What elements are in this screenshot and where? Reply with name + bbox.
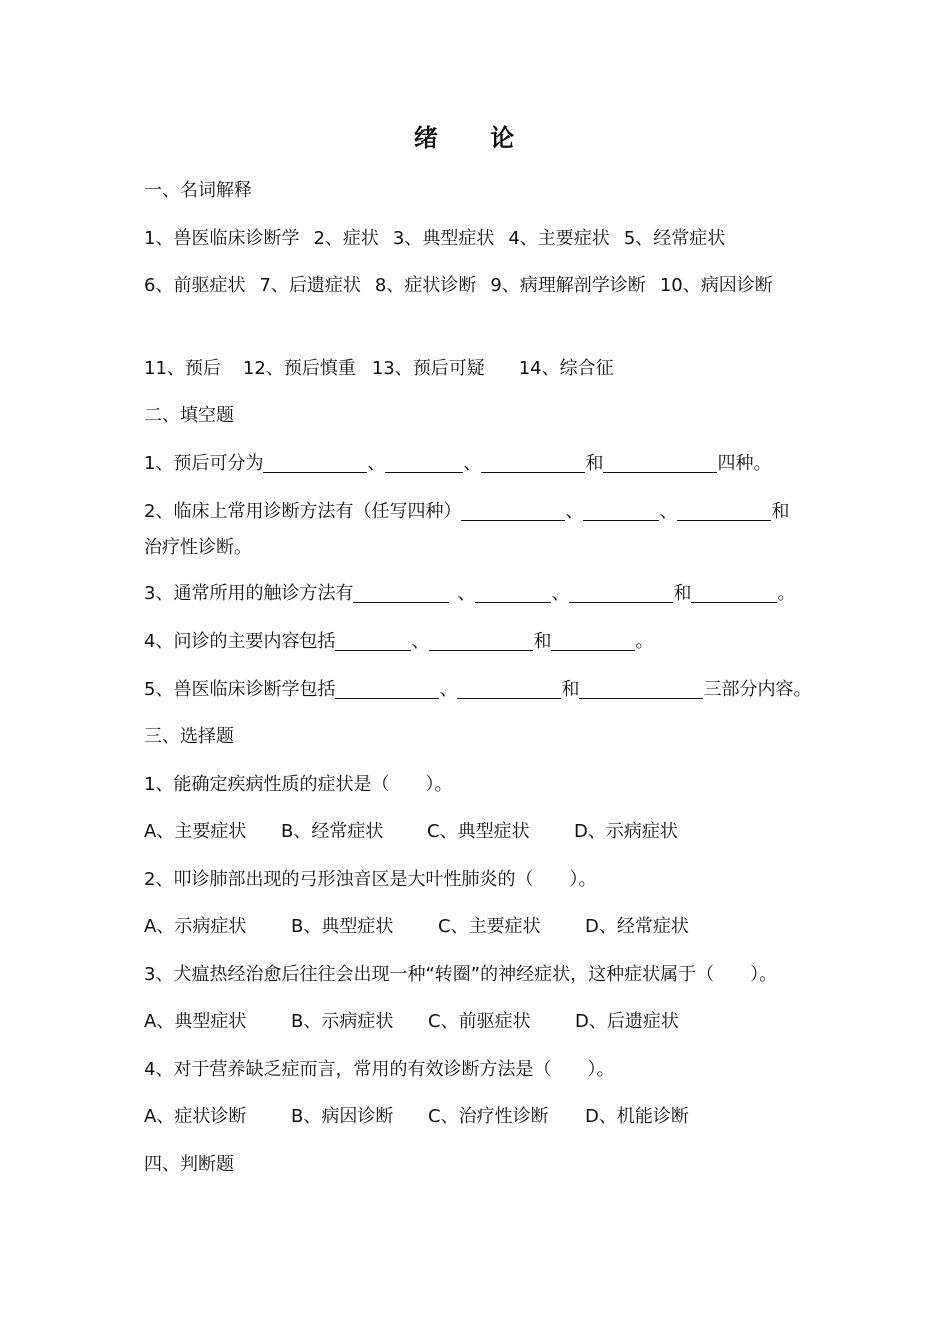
separator: 和 <box>533 631 552 652</box>
question-text: 1、预后可分为 <box>144 453 264 474</box>
answer-blank[interactable] <box>335 678 439 699</box>
fill-question-4 <box>144 630 814 654</box>
option-a[interactable]: A、典型症状 <box>144 1011 247 1032</box>
question-text: 4、问诊的主要内容包括 <box>144 631 336 652</box>
answer-blank[interactable] <box>579 678 703 699</box>
page-title: 绪 论 <box>413 124 537 152</box>
option-a[interactable]: A、症状诊断 <box>144 1106 247 1127</box>
answer-blank[interactable] <box>461 500 565 521</box>
choice-question-3-options <box>144 1010 814 1034</box>
fill-question-2-continued: 治疗性诊断。 <box>144 537 252 558</box>
term-item: 4、主要症状 <box>508 228 610 249</box>
answer-blank[interactable] <box>481 452 585 473</box>
option-d[interactable]: D、后遗症状 <box>575 1011 679 1032</box>
choice-question-4-options <box>144 1105 814 1129</box>
term-item: 1、兽医临床诊断学 <box>144 228 300 249</box>
separator: 和 <box>561 679 580 700</box>
answer-blank[interactable] <box>335 630 411 651</box>
question-text: 3、通常所用的触诊方法有 <box>144 583 354 604</box>
separator: 和 <box>673 583 692 604</box>
terms-row-2 <box>144 269 814 303</box>
term-item: 2、症状 <box>313 228 379 249</box>
choice-question-1-stem: 1、能确定疾病性质的症状是（ ）。 <box>144 774 453 795</box>
answer-blank[interactable] <box>475 582 551 603</box>
choice-question-2-options <box>144 915 814 939</box>
answer-blank[interactable] <box>353 582 449 603</box>
terms-row-3 <box>144 357 814 381</box>
term-item: 6、前驱症状 <box>144 275 246 296</box>
separator: 、 <box>463 453 482 474</box>
answer-blank[interactable] <box>457 678 561 699</box>
option-a[interactable]: A、示病症状 <box>144 916 247 937</box>
choice-question-2-stem: 2、叩诊肺部出现的弓形浊音区是大叶性肺炎的（ ）。 <box>144 869 597 890</box>
separator: 、 <box>439 679 458 700</box>
term-item: 14、综合征 <box>518 358 614 379</box>
section-heading-choice: 三、选择题 <box>144 726 234 747</box>
separator: 、 <box>457 583 476 604</box>
question-text: 。 <box>777 583 796 604</box>
term-item: 7、后遗症状 <box>259 275 361 296</box>
question-text: 四种。 <box>717 453 772 474</box>
option-d[interactable]: D、机能诊断 <box>585 1106 689 1127</box>
option-b[interactable]: B、典型症状 <box>291 916 394 937</box>
section-heading-fill: 二、填空题 <box>144 405 234 426</box>
separator: 和 <box>771 501 790 522</box>
option-b[interactable]: B、病因诊断 <box>291 1106 394 1127</box>
option-c[interactable]: C、前驱症状 <box>428 1011 531 1032</box>
question-text: 。 <box>635 631 654 652</box>
term-item: 9、病理解剖学诊断 <box>490 275 646 296</box>
choice-question-1-options <box>144 820 814 844</box>
option-d[interactable]: D、示病症状 <box>574 821 678 842</box>
term-item: 12、预后慎重 <box>242 358 356 379</box>
fill-question-1 <box>144 452 814 476</box>
term-item: 13、预后可疑 <box>371 358 485 379</box>
separator: 、 <box>565 501 584 522</box>
term-item: 11、预后 <box>144 358 221 379</box>
option-c[interactable]: C、治疗性诊断 <box>428 1106 549 1127</box>
question-text: 三部分内容。 <box>703 679 812 700</box>
separator: 和 <box>585 453 604 474</box>
answer-blank[interactable] <box>429 630 533 651</box>
fill-question-5 <box>144 678 814 702</box>
term-item: 5、经常症状 <box>623 228 726 249</box>
fill-question-3 <box>144 582 814 606</box>
answer-blank[interactable] <box>691 582 777 603</box>
question-text: 2、临床上常用诊断方法有（任写四种） <box>144 501 462 522</box>
section-heading-terms: 一、名词解释 <box>144 180 252 201</box>
answer-blank[interactable] <box>569 582 673 603</box>
separator: 、 <box>367 453 386 474</box>
separator: 、 <box>659 501 678 522</box>
question-text: 5、兽医临床诊断学包括 <box>144 679 336 700</box>
answer-blank[interactable] <box>263 452 367 473</box>
term-item: 8、症状诊断 <box>374 275 477 296</box>
answer-blank[interactable] <box>385 452 463 473</box>
answer-blank[interactable] <box>603 452 717 473</box>
term-item: 10、病因诊断 <box>659 275 773 296</box>
fill-question-2 <box>144 500 814 524</box>
separator: 、 <box>411 631 430 652</box>
option-a[interactable]: A、主要症状 <box>144 821 247 842</box>
answer-blank[interactable] <box>583 500 659 521</box>
choice-question-4-stem: 4、对于营养缺乏症而言，常用的有效诊断方法是（ ）。 <box>144 1059 615 1080</box>
separator: 、 <box>551 583 570 604</box>
option-c[interactable]: C、主要症状 <box>438 916 541 937</box>
option-b[interactable]: B、示病症状 <box>291 1011 394 1032</box>
option-b[interactable]: B、经常症状 <box>281 821 384 842</box>
answer-blank[interactable] <box>551 630 635 651</box>
choice-question-3-stem: 3、犬瘟热经治愈后往往会出现一种“转圈”的神经症状，这种症状属于（ ）。 <box>144 964 778 985</box>
option-d[interactable]: D、经常症状 <box>585 916 689 937</box>
term-item: 3、典型症状 <box>392 228 495 249</box>
option-c[interactable]: C、典型症状 <box>427 821 530 842</box>
section-heading-judge: 四、判断题 <box>144 1154 234 1175</box>
terms-row-1 <box>144 227 814 251</box>
answer-blank[interactable] <box>677 500 771 521</box>
